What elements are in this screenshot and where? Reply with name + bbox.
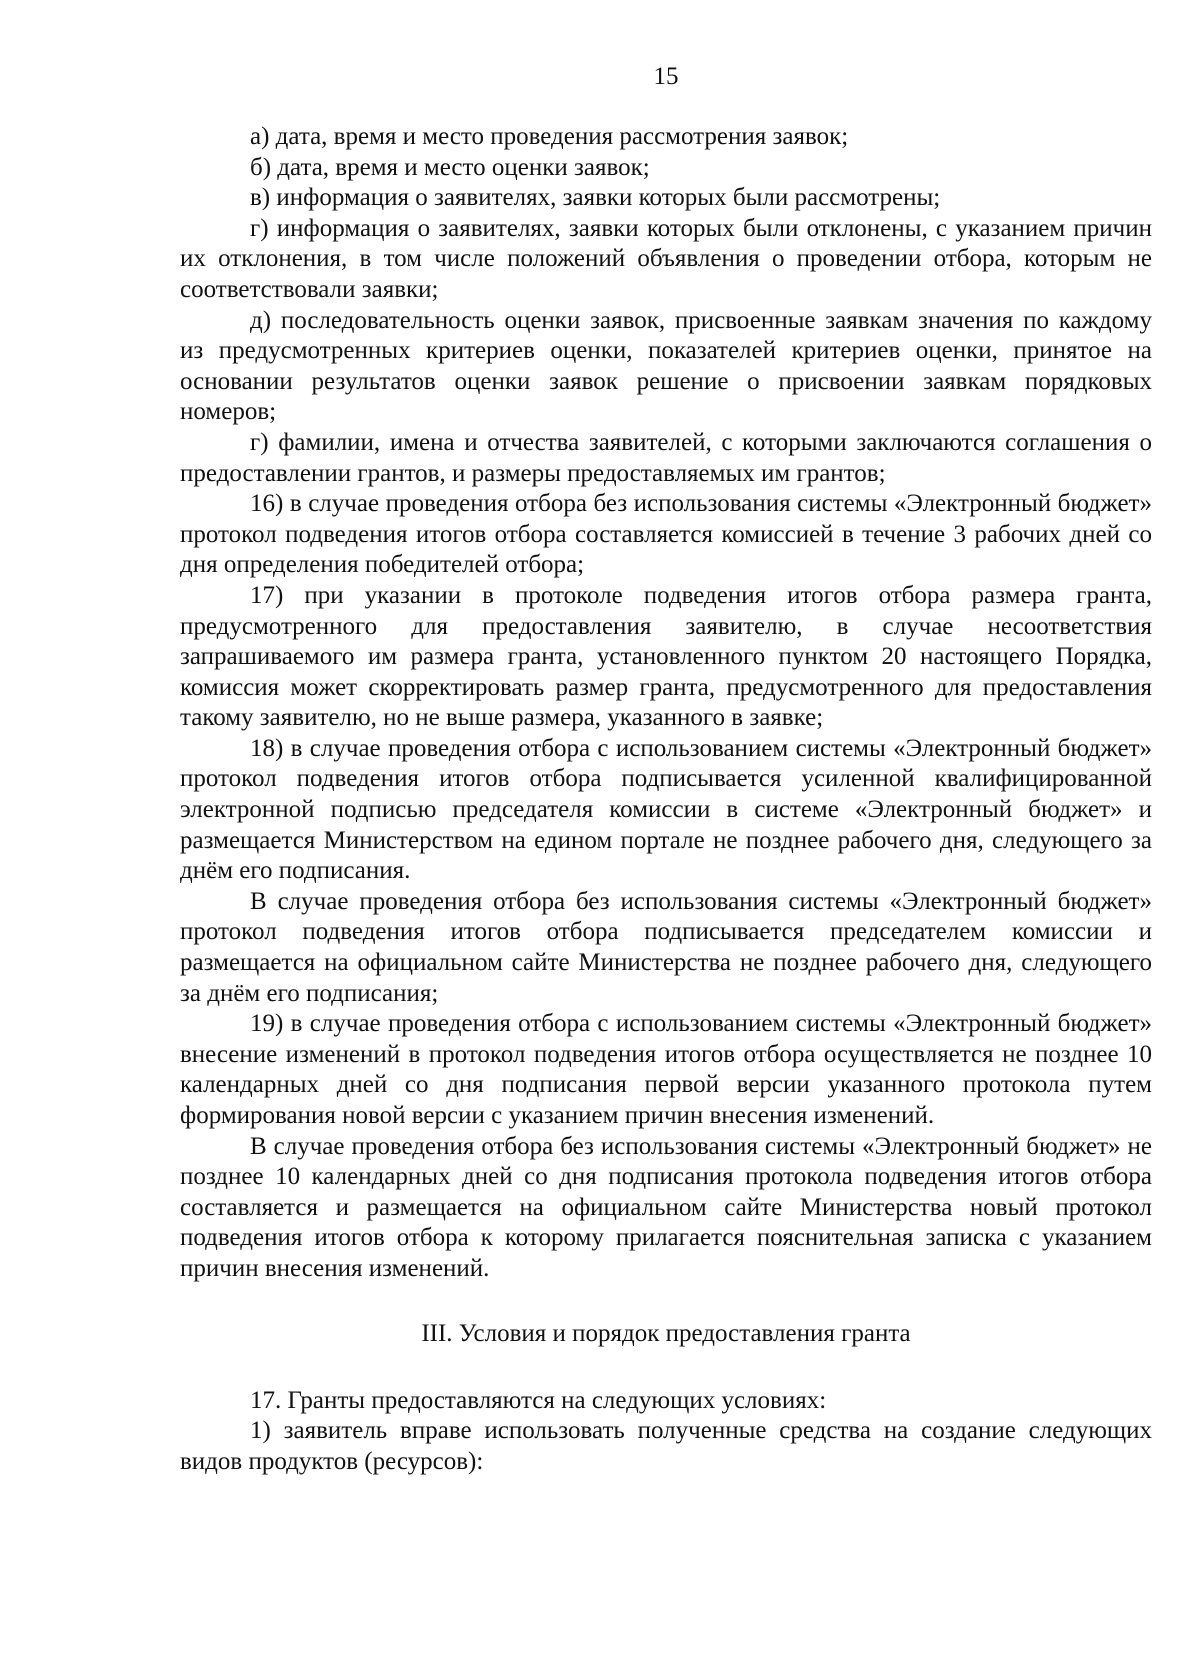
paragraph-16: 16) в случае проведения отбора без использования системы «Электронный бюджет» протокол подведения итогов отбора составляется комиссией в течение 3 рабочих дней со дня определения победителей отбора;: [180, 490, 1152, 579]
body-text-bottom: [180, 1386, 1152, 1478]
paragraph-18-continued: В случае проведения отбора без использования системы «Электронный бюджет» протокол подведения итогов отбора подписывается председателем комиссии и размещается на официальном сайте Министерства не позднее рабочего дня, следующего за днём его подписания;: [180, 887, 1152, 1007]
paragraph-g2: г) фамилии, имена и отчества заявителей, с которыми заключаются соглашения о предоставлении грантов, и размеры предоставляемых им грантов;: [180, 428, 1152, 487]
paragraph-19-continued: В случае проведения отбора без использования системы «Электронный бюджет» не позднее 10 календарных дней со дня подписания протокола подведения итогов отбора составляется и размещается на официальном сайте Министерства новый протокол подведения итогов отбора к которому прилагается пояснительная записка с указанием причин внесения изменений.: [180, 1132, 1152, 1282]
body-text-top: [180, 122, 1152, 1285]
paragraph-d: д) последовательность оценки заявок, присвоенные заявкам значения по каждому из предусмотренных критериев оценки, показателей критериев оценки, принятое на основании результатов оценки заявок решение о присвоении заявкам порядковых номеров;: [180, 306, 1152, 426]
section-heading: III. Условия и порядок предоставления гранта: [421, 1319, 911, 1347]
paragraph-g: г) информация о заявителях, заявки которых были отклонены, с указанием причин их отклонения, в том числе положений объявления о проведении отбора, которым не соответствовали заявки;: [180, 214, 1152, 303]
paragraph-a: а) дата, время и место проведения рассмотрения заявок;: [250, 123, 849, 150]
paragraph-19: 19) в случае проведения отбора с использованием системы «Электронный бюджет» внесение изменений в протокол подведения итогов отбора осуществляется не позднее 10 календарных дней со дня подписания первой версии указанного протокола путем формирования новой версии с указанием причин внесения изменений.: [180, 1010, 1152, 1129]
paragraph-18: 18) в случае проведения отбора с использованием системы «Электронный бюджет» протокол подведения итогов отбора подписывается усиленной квалифицированной электронной подписью председателя комиссии в системе «Электронный бюджет» и размещается Министерством на едином портале не позднее рабочего дня, следующего за днём его подписания.: [180, 734, 1152, 885]
document-page: [180, 62, 1152, 1477]
paragraph-condition-1: 1) заявитель вправе использовать полученные средства на создание следующих видов продуктов (ресурсов):: [180, 1417, 1152, 1475]
paragraph-section-17: 17. Гранты предоставляются на следующих условиях:: [250, 1386, 827, 1414]
paragraph-b: б) дата, время и место оценки заявок;: [250, 153, 650, 181]
page-number: 15: [653, 63, 679, 90]
paragraph-v: в) информация о заявителях, заявки которых были рассмотрены;: [250, 184, 941, 212]
paragraph-17: 17) при указании в протоколе подведения итогов отбора размера гранта, предусмотренного для предоставления заявителю, в случае несоответствия запрашиваемого им размера гранта, установленного пунктом 20 настоящего Порядка, комиссия может скорректировать размер гранта, предусмотренного для предоставления такому заявителю, но не выше размера, указанного в заявке;: [180, 581, 1152, 732]
